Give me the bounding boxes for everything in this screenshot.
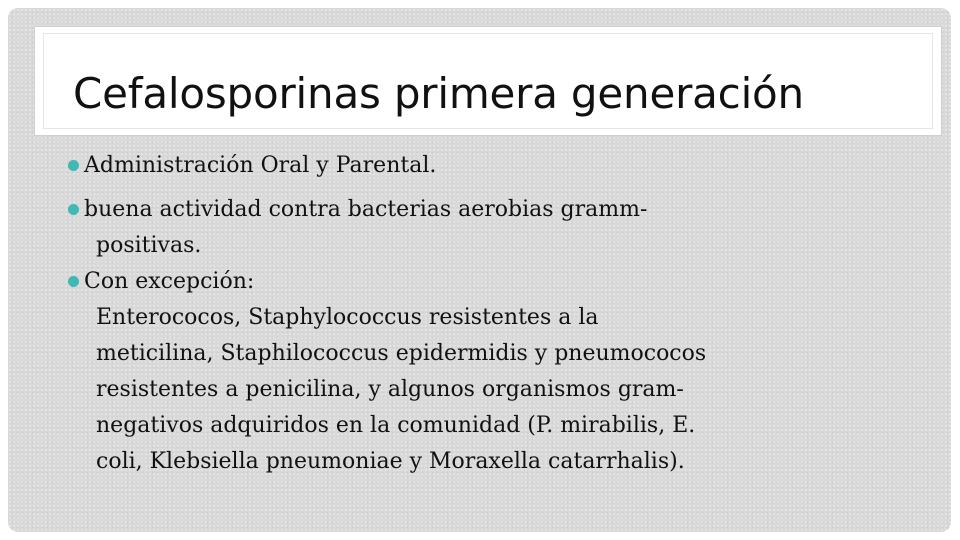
slide [8,8,951,532]
bullet-dot-icon [68,276,79,287]
slide-content [58,148,918,480]
exception-paragraph [58,300,926,480]
bullet-text: Con excepción: [84,269,255,294]
bullet-item [58,264,918,300]
exception-line: negativos adquiridos en la comunidad (P. mirabilis, E. [96,413,696,438]
bullet-dot-icon [68,160,79,171]
slide-title: Cefalosporinas primera generación [73,69,804,118]
exception-line: resistentes a penicilina, y algunos organismos gram- [96,377,684,402]
bullet-dot-icon [68,204,79,215]
exception-line: Enterococos, Staphylococcus resistentes a la [96,305,599,330]
bullet-item [58,148,918,184]
title-box [34,26,942,136]
bullet-text-continuation: positivas. [96,233,202,258]
bullet-text: Administración Oral y Parental. [84,153,437,178]
exception-line: meticilina, Staphilococcus epidermidis y pneumococos [96,341,707,366]
bullet-text-line: buena actividad contra bacterias aerobias gramm- [84,197,648,222]
bullet-item [58,192,918,264]
exception-line: coli, Klebsiella pneumoniae y Moraxella catarrhalis). [96,449,685,474]
